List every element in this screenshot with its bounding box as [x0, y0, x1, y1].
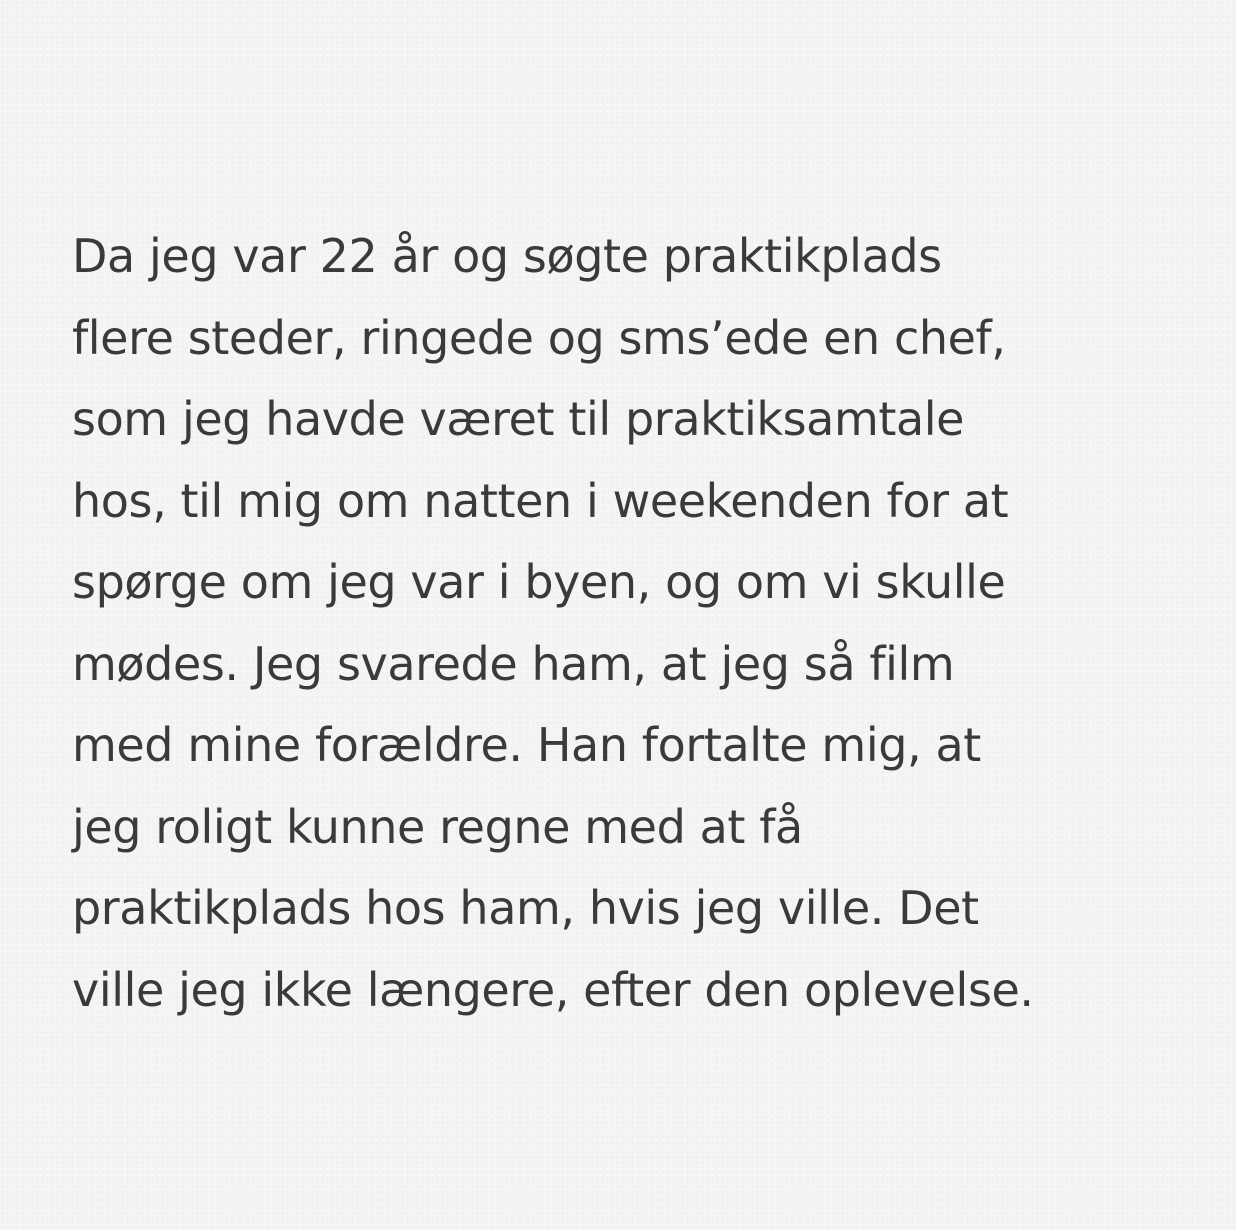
- note-line: hos, til mig om natten i weekenden for at: [72, 473, 1009, 528]
- note-line: ville jeg ikke længere, efter den oplevelse.: [72, 962, 1034, 1017]
- note-line: som jeg havde været til praktiksamtale: [72, 392, 965, 446]
- note-line: jeg roligt kunne regne med at få: [72, 799, 803, 854]
- note-line: med mine forældre. Han fortalte mig, at: [72, 718, 981, 772]
- note-line: Da jeg var 22 år og søgte praktikplads: [72, 229, 942, 283]
- note-line: flere steder, ringede og sms’ede en chef,: [72, 310, 1006, 365]
- note-line: mødes. Jeg svarede ham, at jeg så film: [72, 636, 955, 691]
- note-line: spørge om jeg var i byen, og om vi skulle: [72, 555, 1006, 609]
- note-text: [72, 216, 1192, 1031]
- note-line: praktikplads hos ham, hvis jeg ville. Det: [72, 881, 979, 935]
